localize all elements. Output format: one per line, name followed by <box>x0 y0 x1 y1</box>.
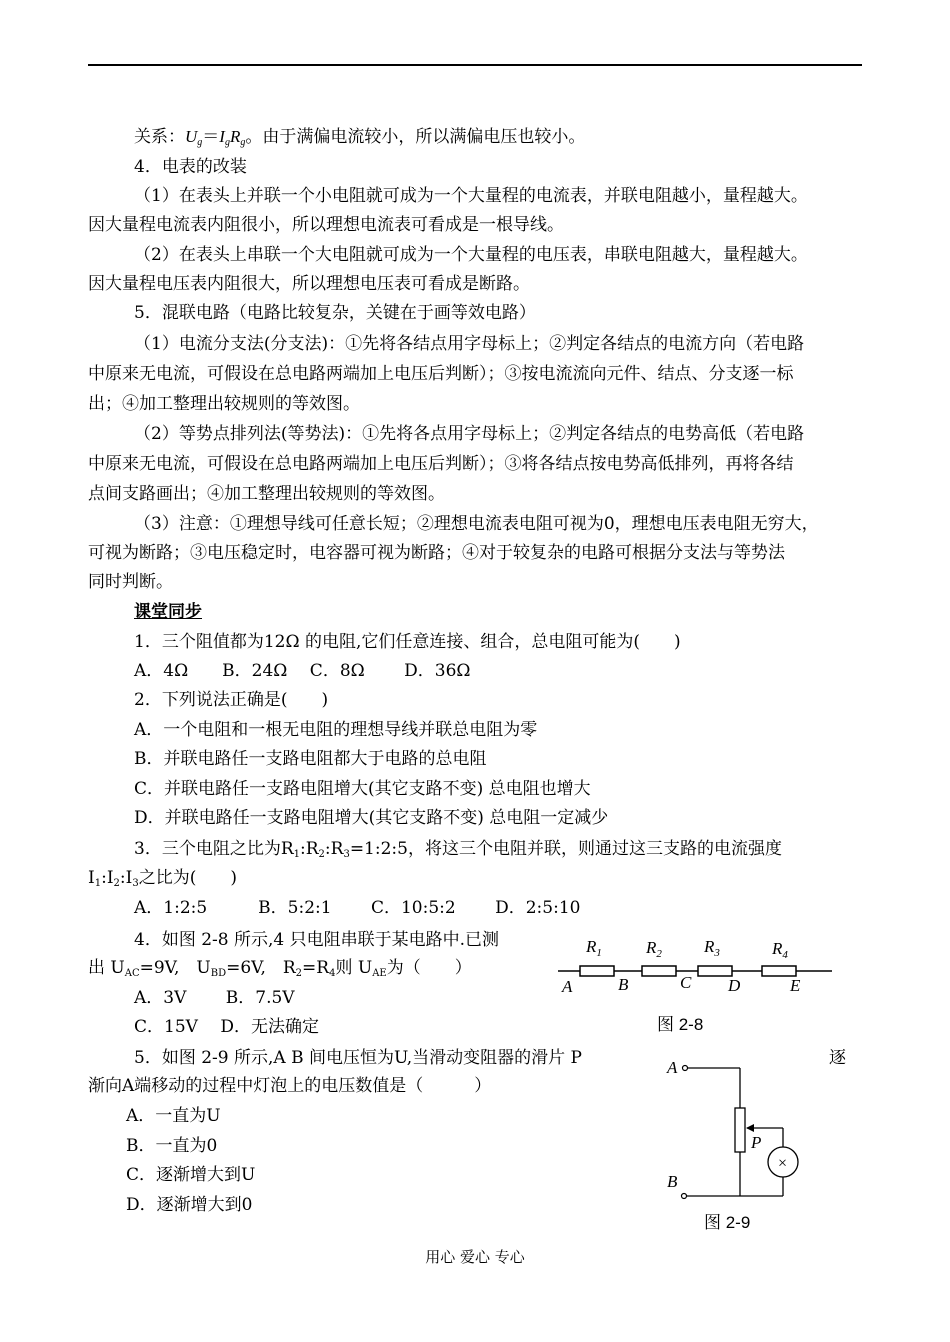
question-4-stem: 4．如图 2-8 所示,4 只电阻串联于某电路中.已测 <box>134 930 500 950</box>
node-a: A <box>562 977 573 996</box>
lamp-cross: × <box>777 1155 788 1172</box>
question-5-option-b: B．一直为0 <box>126 1136 218 1156</box>
terminal-a <box>683 1066 688 1071</box>
question-3-stem-cont: $I_1:I_2:I_3$之比为( ) <box>88 868 238 889</box>
question-2-option-c: C．并联电路任一支路电阻增大(其它支路不变) 总电阻也增大 <box>134 779 591 799</box>
question-4-stem-cont: 出 $U_{AC}=9V$, $U_{BD}=6V$, $R_2=R_4$则 $U_{AE}$为（ ） <box>88 958 472 979</box>
text-line: （1）在表头上并联一个小电阻就可成为一个大量程的电流表，并联电阻越小，量程越大。 <box>134 186 808 206</box>
question-2-option-d: D．并联电路任一支路电阻增大(其它支路不变) 总电阻一定减少 <box>134 808 609 828</box>
text-line: （1）电流分支法(分支法)：①先将各结点用字母标上；②判定各结点的电流方向（若电路 <box>134 334 805 354</box>
question-5-option-c: C．逐渐增大到U <box>126 1165 256 1185</box>
rheostat <box>735 1108 745 1152</box>
figure-2-9 <box>655 1050 815 1210</box>
page-footer: 用心 爱心 专心 <box>425 1248 525 1266</box>
text-line: 中原来无电流，可假设在总电路两端加上电压后判断）；③按电流流向元件、结点、分支逐一标 <box>88 364 794 384</box>
question-4-options-ab: A．3V B．7.5V <box>134 988 295 1008</box>
text-line: （2）在表头上串联一个大电阻就可成为一个大量程的电压表，串联电阻越大，量程越大。 <box>134 245 808 265</box>
resistor-r1 <box>580 966 614 976</box>
text-line: 中原来无电流，可假设在总电路两端加上电压后判断）；③将各结点按电势高低排列，再将各结 <box>88 454 794 474</box>
text-line: 因大量程电流表内阻很小，所以理想电流表可看成是一根导线。 <box>88 215 564 235</box>
question-5-stem-cont: 渐向A端移动的过程中灯泡上的电压数值是（ ） <box>88 1076 492 1096</box>
question-3-options: A．1:2:5 B．5:2:1 C．10:5:2 D．2:5:10 <box>134 898 581 918</box>
terminal-b <box>682 1194 687 1199</box>
text-line: 出；④加工整理出较规则的等效图。 <box>88 394 360 414</box>
question-5-stem: 5．如图 2-9 所示,A B 间电压恒为U,当滑动变阻器的滑片 P <box>134 1048 582 1068</box>
resistor-r2 <box>642 966 676 976</box>
question-5-option-a: A．一直为U <box>126 1106 221 1126</box>
resistor-r3 <box>698 966 732 976</box>
text-line: 因大量程电压表内阻很大，所以理想电压表可看成是断路。 <box>88 274 530 294</box>
label-r3: $R_3$ <box>704 937 720 959</box>
node-c: C <box>680 973 692 992</box>
resistor-r4 <box>762 966 796 976</box>
slider-arrow-icon <box>746 1124 754 1132</box>
terminal-b-label: B <box>667 1172 678 1191</box>
figure-2-9-caption: 图 2-9 <box>704 1213 751 1232</box>
node-e: E <box>790 976 801 995</box>
text-line: （3）注意：①理想导线可任意长短；②理想电流表电阻可视为0，理想电压表电阻无穷大， <box>134 514 819 534</box>
question-2-stem: 2．下列说法正确是( ) <box>134 690 329 710</box>
text-line: 5．混联电路（电路比较复杂，关键在于画等效电路） <box>134 303 536 323</box>
label-r1: $R_1$ <box>586 937 602 959</box>
label-r4: $R_4$ <box>772 939 788 961</box>
question-2-option-b: B．并联电路任一支路电阻都大于电路的总电阻 <box>134 749 487 769</box>
section-heading: 课堂同步 <box>134 602 202 622</box>
header-rule <box>88 64 862 66</box>
question-1-stem: 1．三个阻值都为12Ω 的电阻,它们任意连接、组合，总电阻可能为( ) <box>134 632 681 652</box>
terminal-a-label: A <box>667 1058 678 1077</box>
text-line: 同时判断。 <box>88 572 173 592</box>
text-line: 4．电表的改装 <box>134 157 247 177</box>
question-2-option-a: A．一个电阻和一根无电阻的理想导线并联总电阻为零 <box>134 720 538 740</box>
question-5-option-d: D．逐渐增大到0 <box>126 1195 253 1215</box>
question-5-stem-end: 逐 <box>829 1048 846 1068</box>
text-line: （2）等势点排列法(等势法)：①先将各点用字母标上；②判定各结点的电势高低（若电路 <box>134 424 805 444</box>
text-line: 可视为断路；③电压稳定时，电容器可视为断路；④对于较复杂的电路可根据分支法与等势法 <box>88 543 785 563</box>
question-1-options: A．4Ω B．24Ω C．8Ω D．36Ω <box>134 661 471 681</box>
question-4-options-cd: C．15V D．无法确定 <box>134 1017 319 1037</box>
question-3-stem: 3．三个电阻之比为$R_1:R_2:R_3=1:2:5$，将这三个电阻并联，则通过这三支路的电流强度 <box>134 839 782 860</box>
relation-line: 关系：$U_g=I_gR_g$。由于满偏电流较小，所以满偏电压也较小。 <box>134 127 586 148</box>
figure-2-8 <box>550 930 850 1000</box>
figure-2-8-caption: 图 2-8 <box>657 1015 704 1034</box>
node-d: D <box>728 976 741 995</box>
node-b: B <box>618 975 629 994</box>
label-r2: $R_2$ <box>646 938 662 960</box>
text-line: 点间支路画出；④加工整理出较规则的等效图。 <box>88 484 445 504</box>
slider-p-label: P <box>751 1133 762 1152</box>
